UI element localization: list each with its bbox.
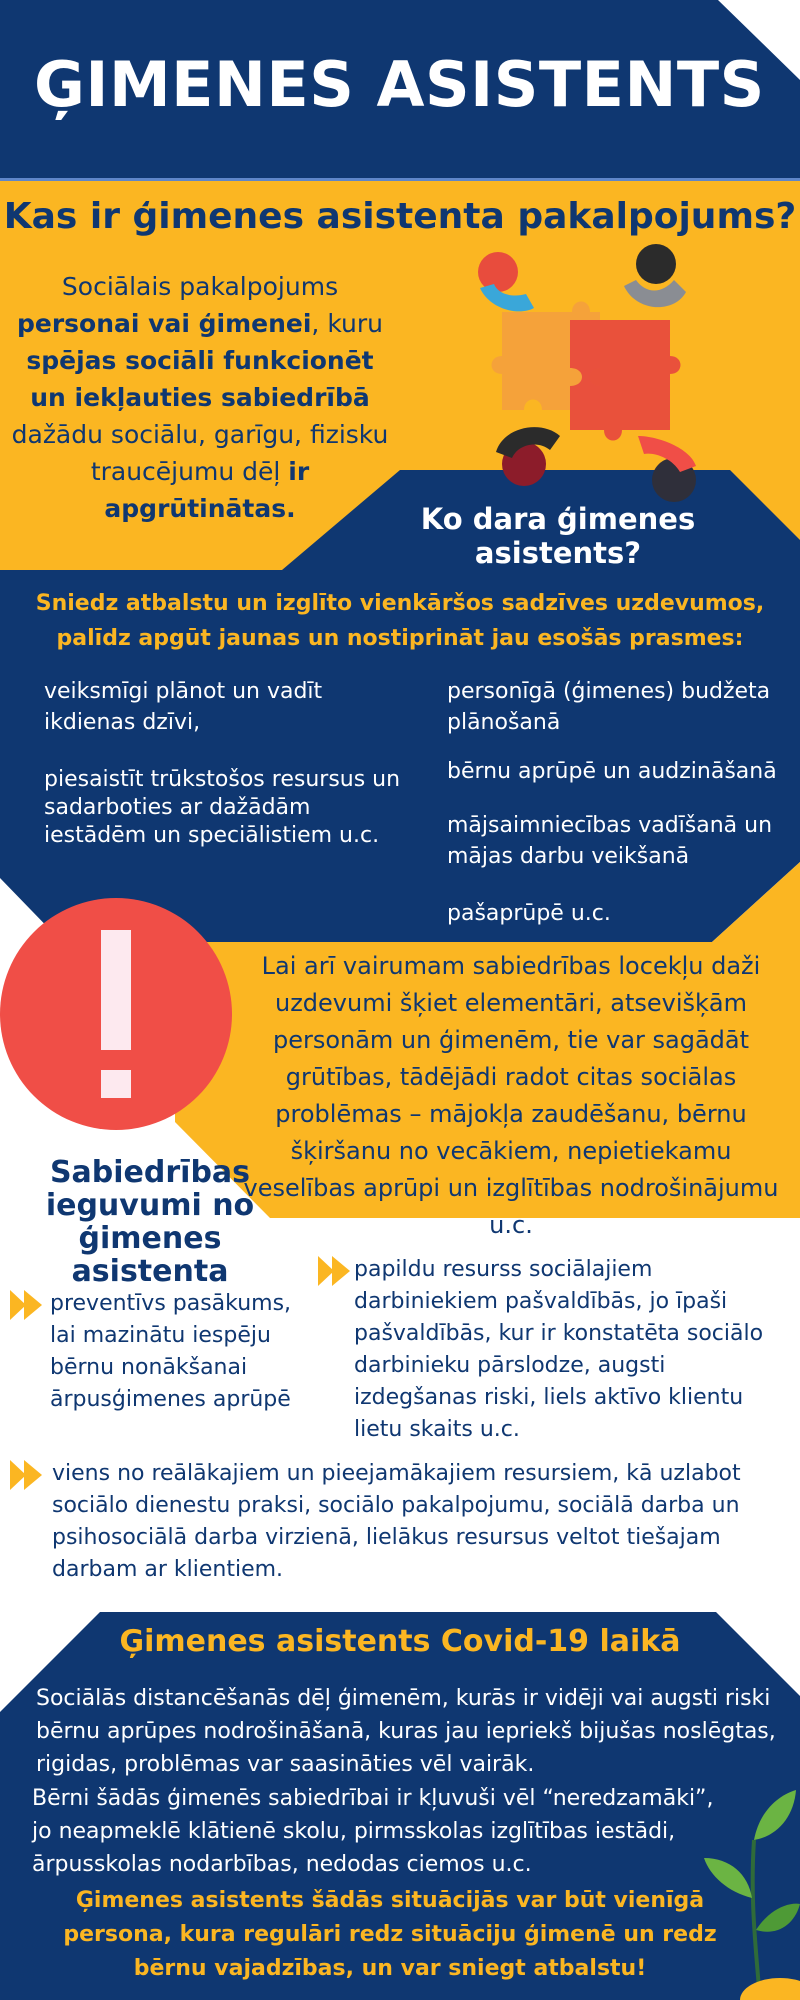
arrow-bullet-icon: [318, 1256, 352, 1286]
header-divider: [0, 178, 800, 181]
definition-text-part: Sociālais pakalpojums: [61, 272, 339, 301]
activity-item: veiksmīgi plānot un vadīt ikdienas dzīvi,: [44, 679, 323, 735]
activity-item: personīgā (ģimenes) budžeta plānošanā: [447, 679, 771, 735]
activity-item: piesaistīt trūkstošos resursus un sadarboties ar dažādām iestādēm un speciālistiem u.c.: [44, 767, 401, 848]
definition-text: [10, 268, 390, 527]
person-head: [478, 252, 518, 292]
definition-bold-part: personai vai ģimenei: [17, 309, 312, 338]
exclamation-icon: [0, 898, 232, 1130]
covid-heading: Ģimenes asistents Covid-19 laikā: [119, 1624, 681, 1659]
benefits-heading: Sabiedrības ieguvumi no ģimenes asistenta: [45, 1155, 255, 1289]
activity-item: bērnu aprūpē un audzināšanā: [447, 759, 777, 784]
covid-paragraph: Sociālās distancēšanās dēļ ģimenēm, kurās ir vidēji vai augsti riski bērnu aprūpes nodrošināšanā, kuras jau iepriekš bijušas noslēgtas, rigidas, problēmas var saasināties vēl vairāk.: [36, 1686, 776, 1777]
benefit-item: preventīvs pasākums, lai mazinātu iespēju bērnu nonākšanai ārpusģimenes aprūpē: [50, 1291, 292, 1412]
page-title: ĢIMENES ASISTENTS: [34, 48, 765, 121]
arrow-bullet-icon: [10, 1460, 44, 1490]
puzzle-people-illustration: [460, 240, 720, 510]
activity-item: pašaprūpē u.c.: [447, 901, 611, 926]
warning-text: Lai arī vairumam sabiedrības locekļu daži uzdevumi šķiet elementāri, atsevišķām personām un ģimenēm, tie var sagādāt grūtības, tādējādi radot citas sociālas problēmas – mājokļa zaudēšanu, bērnu šķiršanu no vecākiem, nepietiekamu veselības aprūpi un izglītības nodrošinājumu u.c.: [243, 952, 779, 1239]
activity-item: mājsaimniecības vadīšanā un mājas darbu veikšanā: [447, 813, 773, 869]
activities-heading: Ko dara ģimenes asistents?: [420, 502, 696, 570]
person-body: [624, 280, 686, 307]
definition-bold-part: ir apgrūtinātas.: [104, 457, 310, 523]
activities-intro: Sniedz atbalstu un izglīto vienkāršos sadzīves uzdevumos, palīdz apgūt jaunas un nostiprināt jau esošās prasmes:: [35, 591, 765, 651]
definition-text-part: , kuru: [311, 309, 383, 338]
arrow-bullet-icon: [10, 1290, 44, 1320]
covid-paragraph: Bērni šādās ģimenēs sabiedrībai ir kļuvuši vēl “neredzamāki”, jo neapmeklē klātienē skolu, pirmsskolas izglītības iestādi, ārpusskolas nodarbības, nedodas ciemos u.c.: [32, 1786, 714, 1877]
benefit-item: papildu resurss sociālajiem darbiniekiem pašvaldībās, jo īpaši pašvaldībās, kur ir konstatēta sociālo darbinieku pārslodze, augsti izdegšanas riski, liels aktīvo klientu lietu skaits u.c.: [354, 1257, 764, 1442]
red-puzzle-piece: [570, 320, 681, 441]
person-head: [636, 244, 676, 284]
decorative-blob: [736, 1968, 800, 2000]
definition-text-part: dažādu sociālu, garīgu, fizisku traucējumu dēļ: [11, 420, 389, 486]
definition-heading: Kas ir ģimenes asistenta pakalpojums?: [3, 196, 797, 237]
covid-conclusion: Ģimenes asistents šādās situācijās var būt vienīgā persona, kura regulāri redz situāciju ģimenē un redz bērnu vajadzības, un var sniegt atbalstu!: [63, 1888, 717, 1981]
benefit-item: viens no reālākajiem un pieejamākajiem resursiem, kā uzlabot sociālo dienestu praksi, sociālo pakalpojumu, sociālā darba un psihosociālā darba virzienā, lielākus resursus veltot tiešajam darbam ar klientiem.: [52, 1461, 741, 1582]
definition-bold-part: spējas sociāli funkcionēt un iekļauties sabiedrībā: [26, 346, 374, 412]
